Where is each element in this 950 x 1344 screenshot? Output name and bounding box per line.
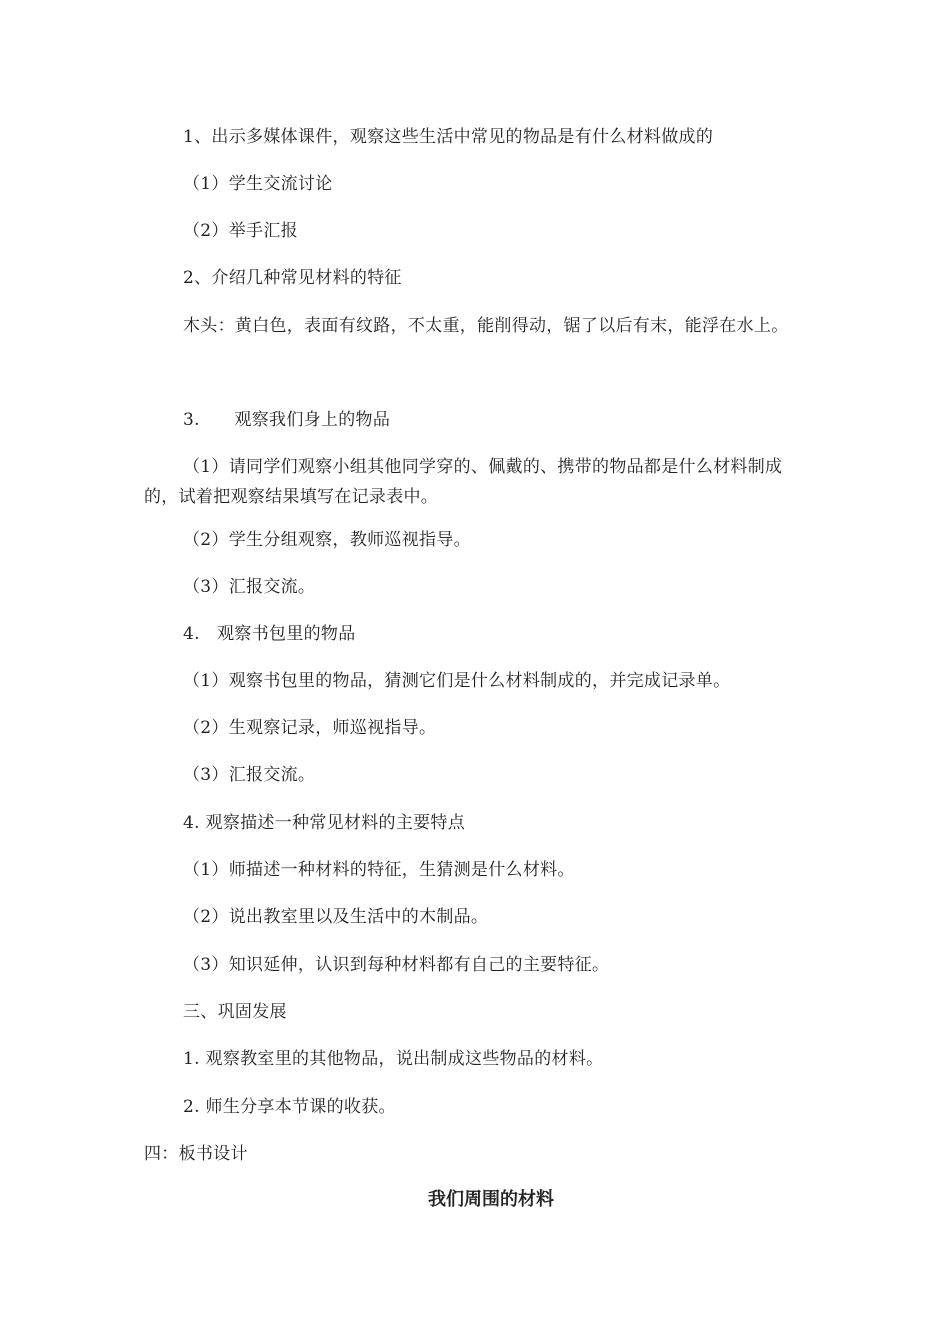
step-2-heading: 2、介绍几种常见材料的特征 xyxy=(183,268,402,288)
step-4-item-3: （3）汇报交流。 xyxy=(183,765,316,785)
step-4b-item-2: （2）说出教室里以及生活中的木制品。 xyxy=(183,907,489,927)
step-1-heading: 1、出示多媒体课件，观察这些生活中常见的物品是有什么材料做成的 xyxy=(183,127,714,147)
step-4b-heading: 4. 观察描述一种常见材料的主要特点 xyxy=(183,813,466,833)
step-4-item-1: （1）观察书包里的物品，猜测它们是什么材料制成的，并完成记录单。 xyxy=(183,671,731,691)
step-3-item-2: （2）学生分组观察，教师巡视指导。 xyxy=(183,530,471,550)
step-3-item-1: （1）请同学们观察小组其他同学穿的、佩戴的、携带的物品都是什么材料制成的，试着把观察结果填写在记录表中。 xyxy=(144,457,783,507)
step-1-item-2: （2）举手汇报 xyxy=(183,221,298,241)
board-design-title: 我们周围的材料 xyxy=(428,1189,554,1210)
step-4-item-2: （2）生观察记录，师巡视指导。 xyxy=(183,718,437,738)
section-3-item-2: 2. 师生分享本节课的收获。 xyxy=(183,1097,396,1117)
step-4b-item-3: （3）知识延伸，认识到每种材料都有自己的主要特征。 xyxy=(183,955,610,975)
section-4-heading: 四：板书设计 xyxy=(144,1144,248,1164)
step-3-item-3: （3）汇报交流。 xyxy=(183,577,316,597)
section-3-item-1: 1. 观察教室里的其他物品，说出制成这些物品的材料。 xyxy=(183,1049,604,1069)
section-3-heading: 三、巩固发展 xyxy=(183,1002,287,1022)
step-1-item-1: （1）学生交流讨论 xyxy=(183,174,333,194)
step-3-heading: 3. 观察我们身上的物品 xyxy=(183,410,391,430)
wood-description: 木头：黄白色，表面有纹路，不太重，能削得动，锯了以后有末，能浮在水上。 xyxy=(183,316,789,336)
step-4b-item-1: （1）师描述一种材料的特征，生猜测是什么材料。 xyxy=(183,860,575,880)
step-4-heading: 4. 观察书包里的物品 xyxy=(183,624,356,644)
